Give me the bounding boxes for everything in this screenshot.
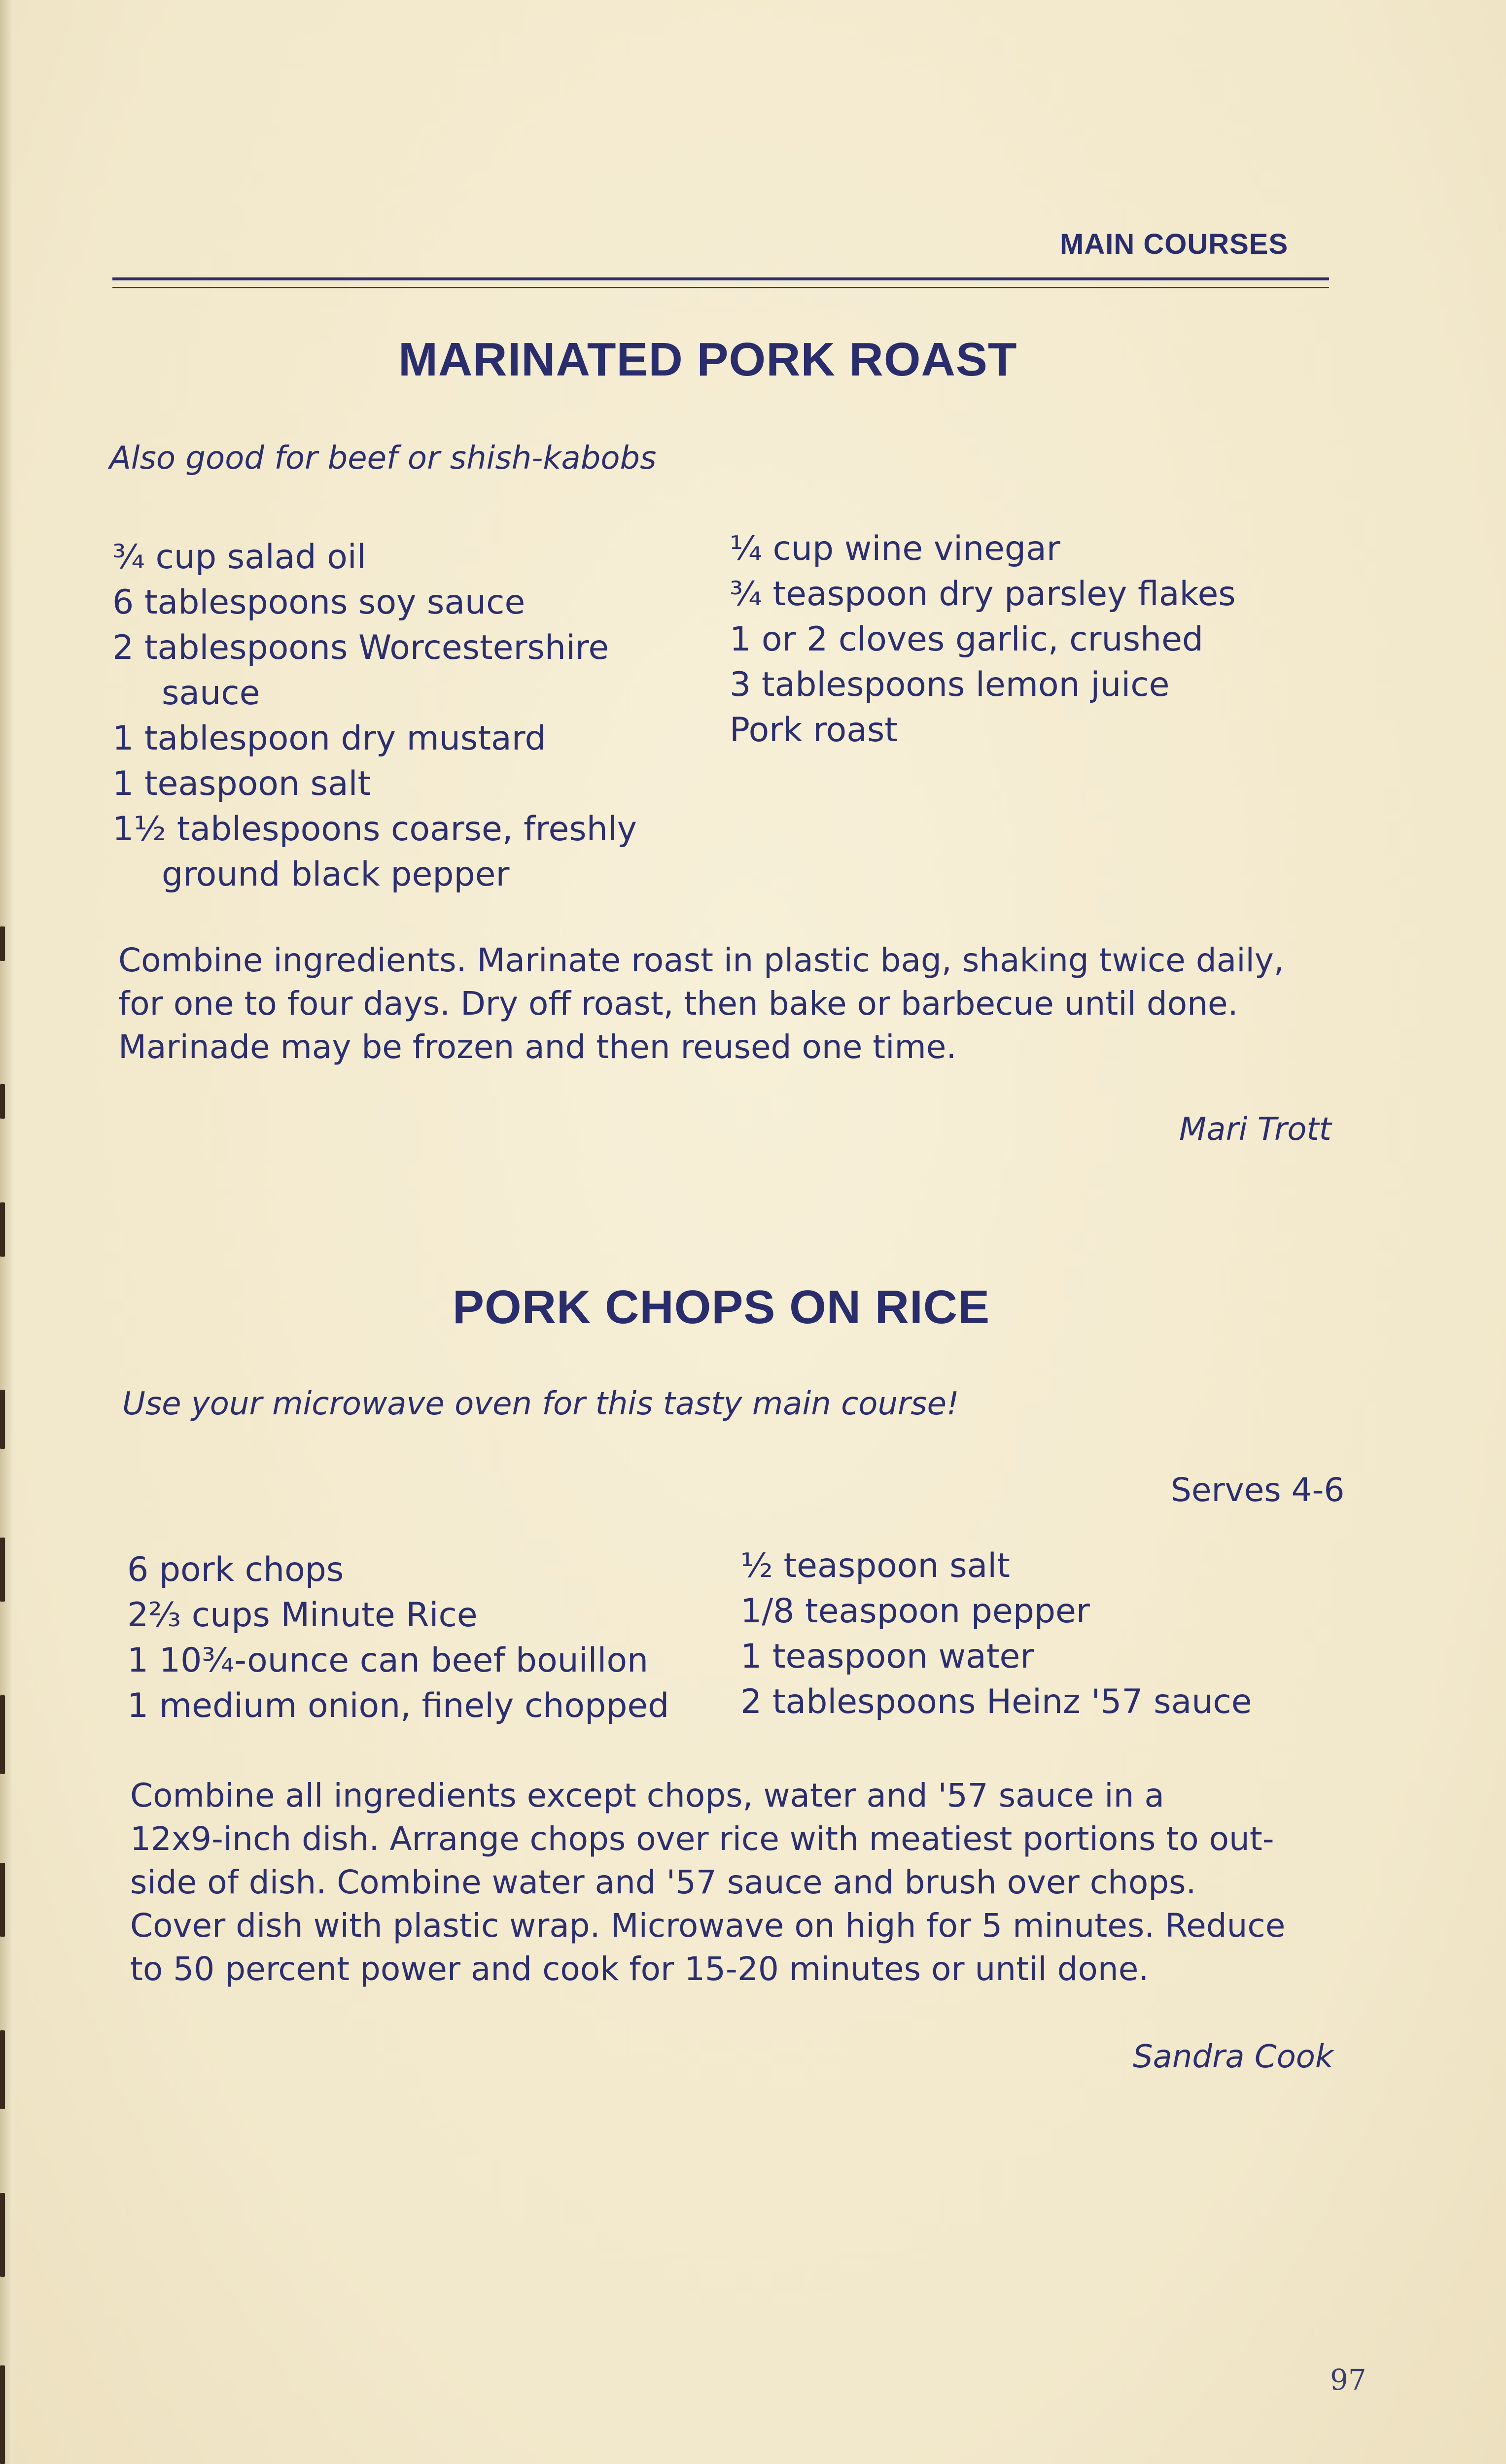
ingredient-item: 1/8 teaspoon pepper xyxy=(740,1592,1090,1631)
binding-mark xyxy=(0,1538,5,1602)
directions-line: Combine ingredients. Marinate roast in plastic bag, shaking twice daily, xyxy=(118,941,1284,979)
ingredient-item: 2 tablespoons Heinz '57 sauce xyxy=(740,1682,1252,1721)
directions-line: to 50 percent power and cook for 15-20 minutes or until done. xyxy=(130,1950,1149,1988)
ingredient-list-left xyxy=(127,1547,669,1729)
recipe-author: Sandra Cook xyxy=(1133,2039,1333,2075)
ingredient-list-right xyxy=(740,1543,1252,1725)
binding-mark xyxy=(0,2365,5,2464)
ingredient-item: 6 pork chops xyxy=(127,1550,344,1589)
ingredient-item: 6 tablespoons soy sauce xyxy=(112,583,525,622)
directions-line: 12x9-inch dish. Arrange chops over rice with meatiest portions to out- xyxy=(130,1820,1274,1858)
directions-line: side of dish. Combine water and '57 sauce and brush over chops. xyxy=(130,1863,1196,1901)
ingredient-item: 2 tablespoons Worcestershire xyxy=(112,628,609,667)
binding-mark xyxy=(0,1084,5,1119)
binding-mark xyxy=(0,2193,5,2277)
binding-mark xyxy=(0,926,5,961)
binding-mark xyxy=(0,1695,5,1774)
ingredient-item: ¾ teaspoon dry parsley flakes xyxy=(730,575,1236,614)
ingredient-item: 2⅔ cups Minute Rice xyxy=(127,1596,478,1635)
recipe-title-marinated-pork-roast: MARINATED PORK ROAST xyxy=(398,333,1017,386)
header-rule-top xyxy=(112,277,1329,280)
ingredient-item: ground black pepper xyxy=(162,855,510,894)
ingredient-item: 1 teaspoon salt xyxy=(112,764,371,803)
ingredient-item: sauce xyxy=(162,674,260,713)
binding-mark xyxy=(0,1202,5,1257)
header-rule-bottom xyxy=(112,287,1329,288)
directions-line: Combine all ingredients except chops, water and '57 sauce in a xyxy=(130,1777,1164,1814)
ingredient-item: ¼ cup wine vinegar xyxy=(730,529,1060,568)
directions-line: Cover dish with plastic wrap. Microwave on high for 5 minutes. Reduce xyxy=(130,1907,1286,1945)
binding-mark xyxy=(0,1863,5,1937)
recipe-title-pork-chops-on-rice: PORK CHOPS ON RICE xyxy=(453,1281,990,1334)
ingredient-item: 1 tablespoon dry mustard xyxy=(112,719,546,758)
ingredient-list-right xyxy=(730,526,1236,753)
ingredient-item: 1 or 2 cloves garlic, crushed xyxy=(730,620,1204,659)
ingredient-item: 1½ tablespoons coarse, freshly xyxy=(112,810,637,849)
section-header: MAIN COURSES xyxy=(1060,228,1289,260)
ingredient-item: ¾ cup salad oil xyxy=(112,538,366,577)
ingredient-item: ½ teaspoon salt xyxy=(740,1546,1010,1585)
recipe-intro: Also good for beef or shish-kabobs xyxy=(109,440,657,477)
ingredient-item: 1 medium onion, finely chopped xyxy=(127,1686,669,1725)
binding-mark xyxy=(0,1390,5,1449)
ingredient-item: 1 teaspoon water xyxy=(740,1637,1034,1676)
recipe-directions xyxy=(118,939,1284,1069)
ingredient-list-left xyxy=(112,535,637,897)
directions-line: for one to four days. Dry off roast, then bake or barbecue until done. xyxy=(118,985,1238,1023)
ingredient-item: Pork roast xyxy=(730,711,898,750)
recipe-author: Mari Trott xyxy=(1179,1111,1331,1148)
recipe-serves: Serves 4-6 xyxy=(1171,1471,1345,1509)
ingredient-item: 1 10¾-ounce can beef bouillon xyxy=(127,1641,649,1680)
page-number: 97 xyxy=(1330,2363,1366,2396)
ingredient-item: 3 tablespoons lemon juice xyxy=(730,665,1170,704)
recipe-directions xyxy=(130,1774,1285,1991)
recipe-intro: Use your microwave oven for this tasty main course! xyxy=(122,1386,959,1422)
binding-mark xyxy=(0,2030,5,2109)
directions-line: Marinade may be frozen and then reused one time. xyxy=(118,1028,957,1066)
